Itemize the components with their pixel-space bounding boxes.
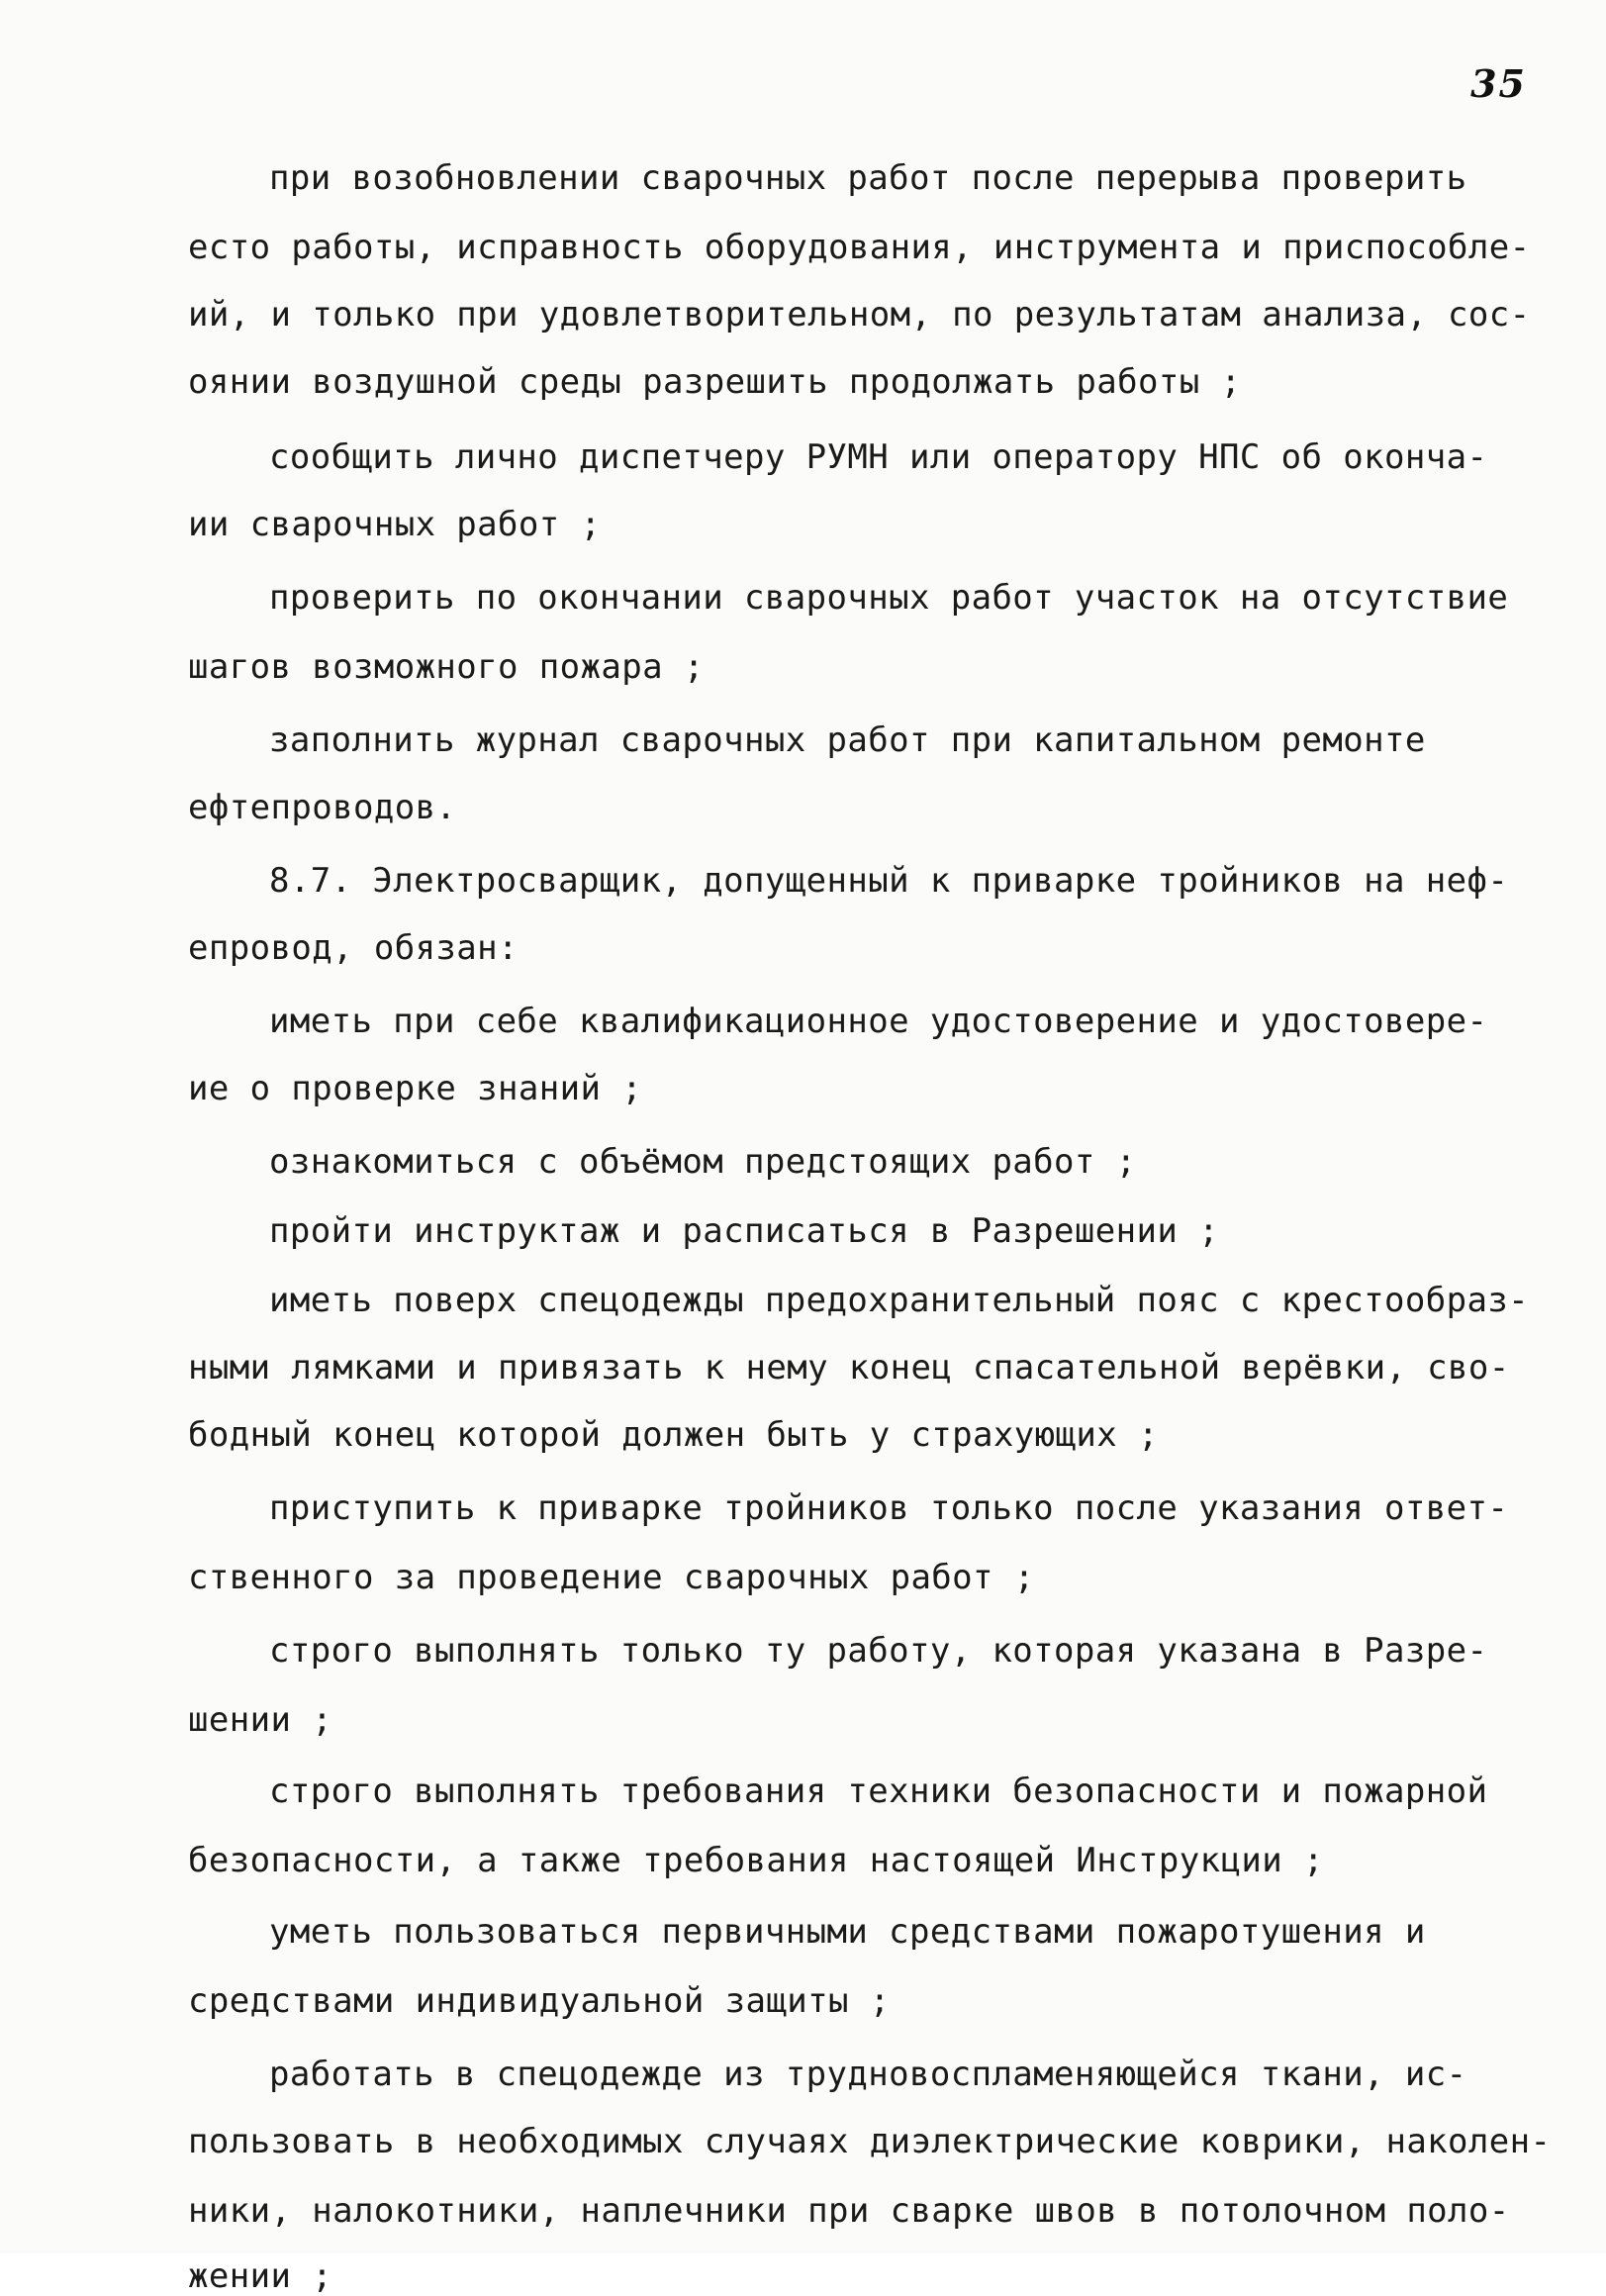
page-number: 35 [1470,61,1527,106]
text-line: приступить к приварке тройников только после указания ответ- [269,1488,1509,1528]
text-line: ие о проверке знаний ; [188,1069,643,1108]
text-line: 8.7. Электросварщик, допущенный к приварке тройников на неф- [269,861,1509,901]
text-line: при возобновлении сварочных работ после перерыва проверить [269,158,1467,198]
text-line: жении ; [188,2256,333,2296]
text-line: ефтепроводов. [188,788,457,827]
text-line: оянии воздушной среды разрешить продолжать работы ; [188,362,1242,402]
text-line: ий, и только при удовлетворительном, по результатам анализа, сос- [188,295,1531,335]
text-line: ии сварочных работ ; [188,505,602,544]
text-line: шагов возможного пожара ; [188,647,705,687]
text-line: пройти инструктаж и расписаться в Разрешении ; [269,1211,1220,1251]
text-line: епровод, обязан: [188,928,519,968]
text-line: есто работы, исправность оборудования, инструмента и приспособле- [188,228,1531,267]
text-line: проверить по окончании сварочных работ участок на отсутствие [269,578,1509,618]
text-line: ными лямками и привязать к нему конец спасательной верёвки, сво- [188,1348,1510,1387]
text-line: средствами индивидуальной защиты ; [188,1981,891,2021]
text-line: ники, налокотники, наплечники при сварке швов в потолочном поло- [188,2191,1510,2231]
text-line: работать в спецодежде из трудновоспламеняющейся ткани, ис- [269,2055,1467,2094]
text-line: строго выполнять требования техники безопасности и пожарной [269,1771,1488,1811]
text-line: иметь поверх спецодежды предохранительный пояс с крестообраз- [269,1281,1530,1320]
text-line: ственного за проведение сварочных работ ; [188,1558,1035,1597]
text-line: сообщить лично диспетчеру РУМН или оператору НПС об оконча- [269,437,1488,477]
text-line: строго выполнять только ту работу, которая указана в Разре- [269,1631,1488,1671]
text-line: безопасности, а также требования настоящей Инструкции ; [188,1841,1324,1880]
text-line: заполнить журнал сварочных работ при капитальном ремонте [269,720,1426,760]
text-line: шении ; [188,1700,333,1740]
text-line: уметь пользоваться первичными средствами пожаротушения и [269,1912,1426,1952]
text-line: бодный конец которой должен быть у страхующих ; [188,1415,1159,1455]
text-line: ознакомиться с объёмом предстоящих работ ; [269,1142,1137,1182]
text-line: пользовать в необходимых случаях диэлектрические коврики, наколен- [188,2122,1552,2161]
text-line: иметь при себе квалификационное удостоверение и удостовере- [269,1002,1488,1041]
